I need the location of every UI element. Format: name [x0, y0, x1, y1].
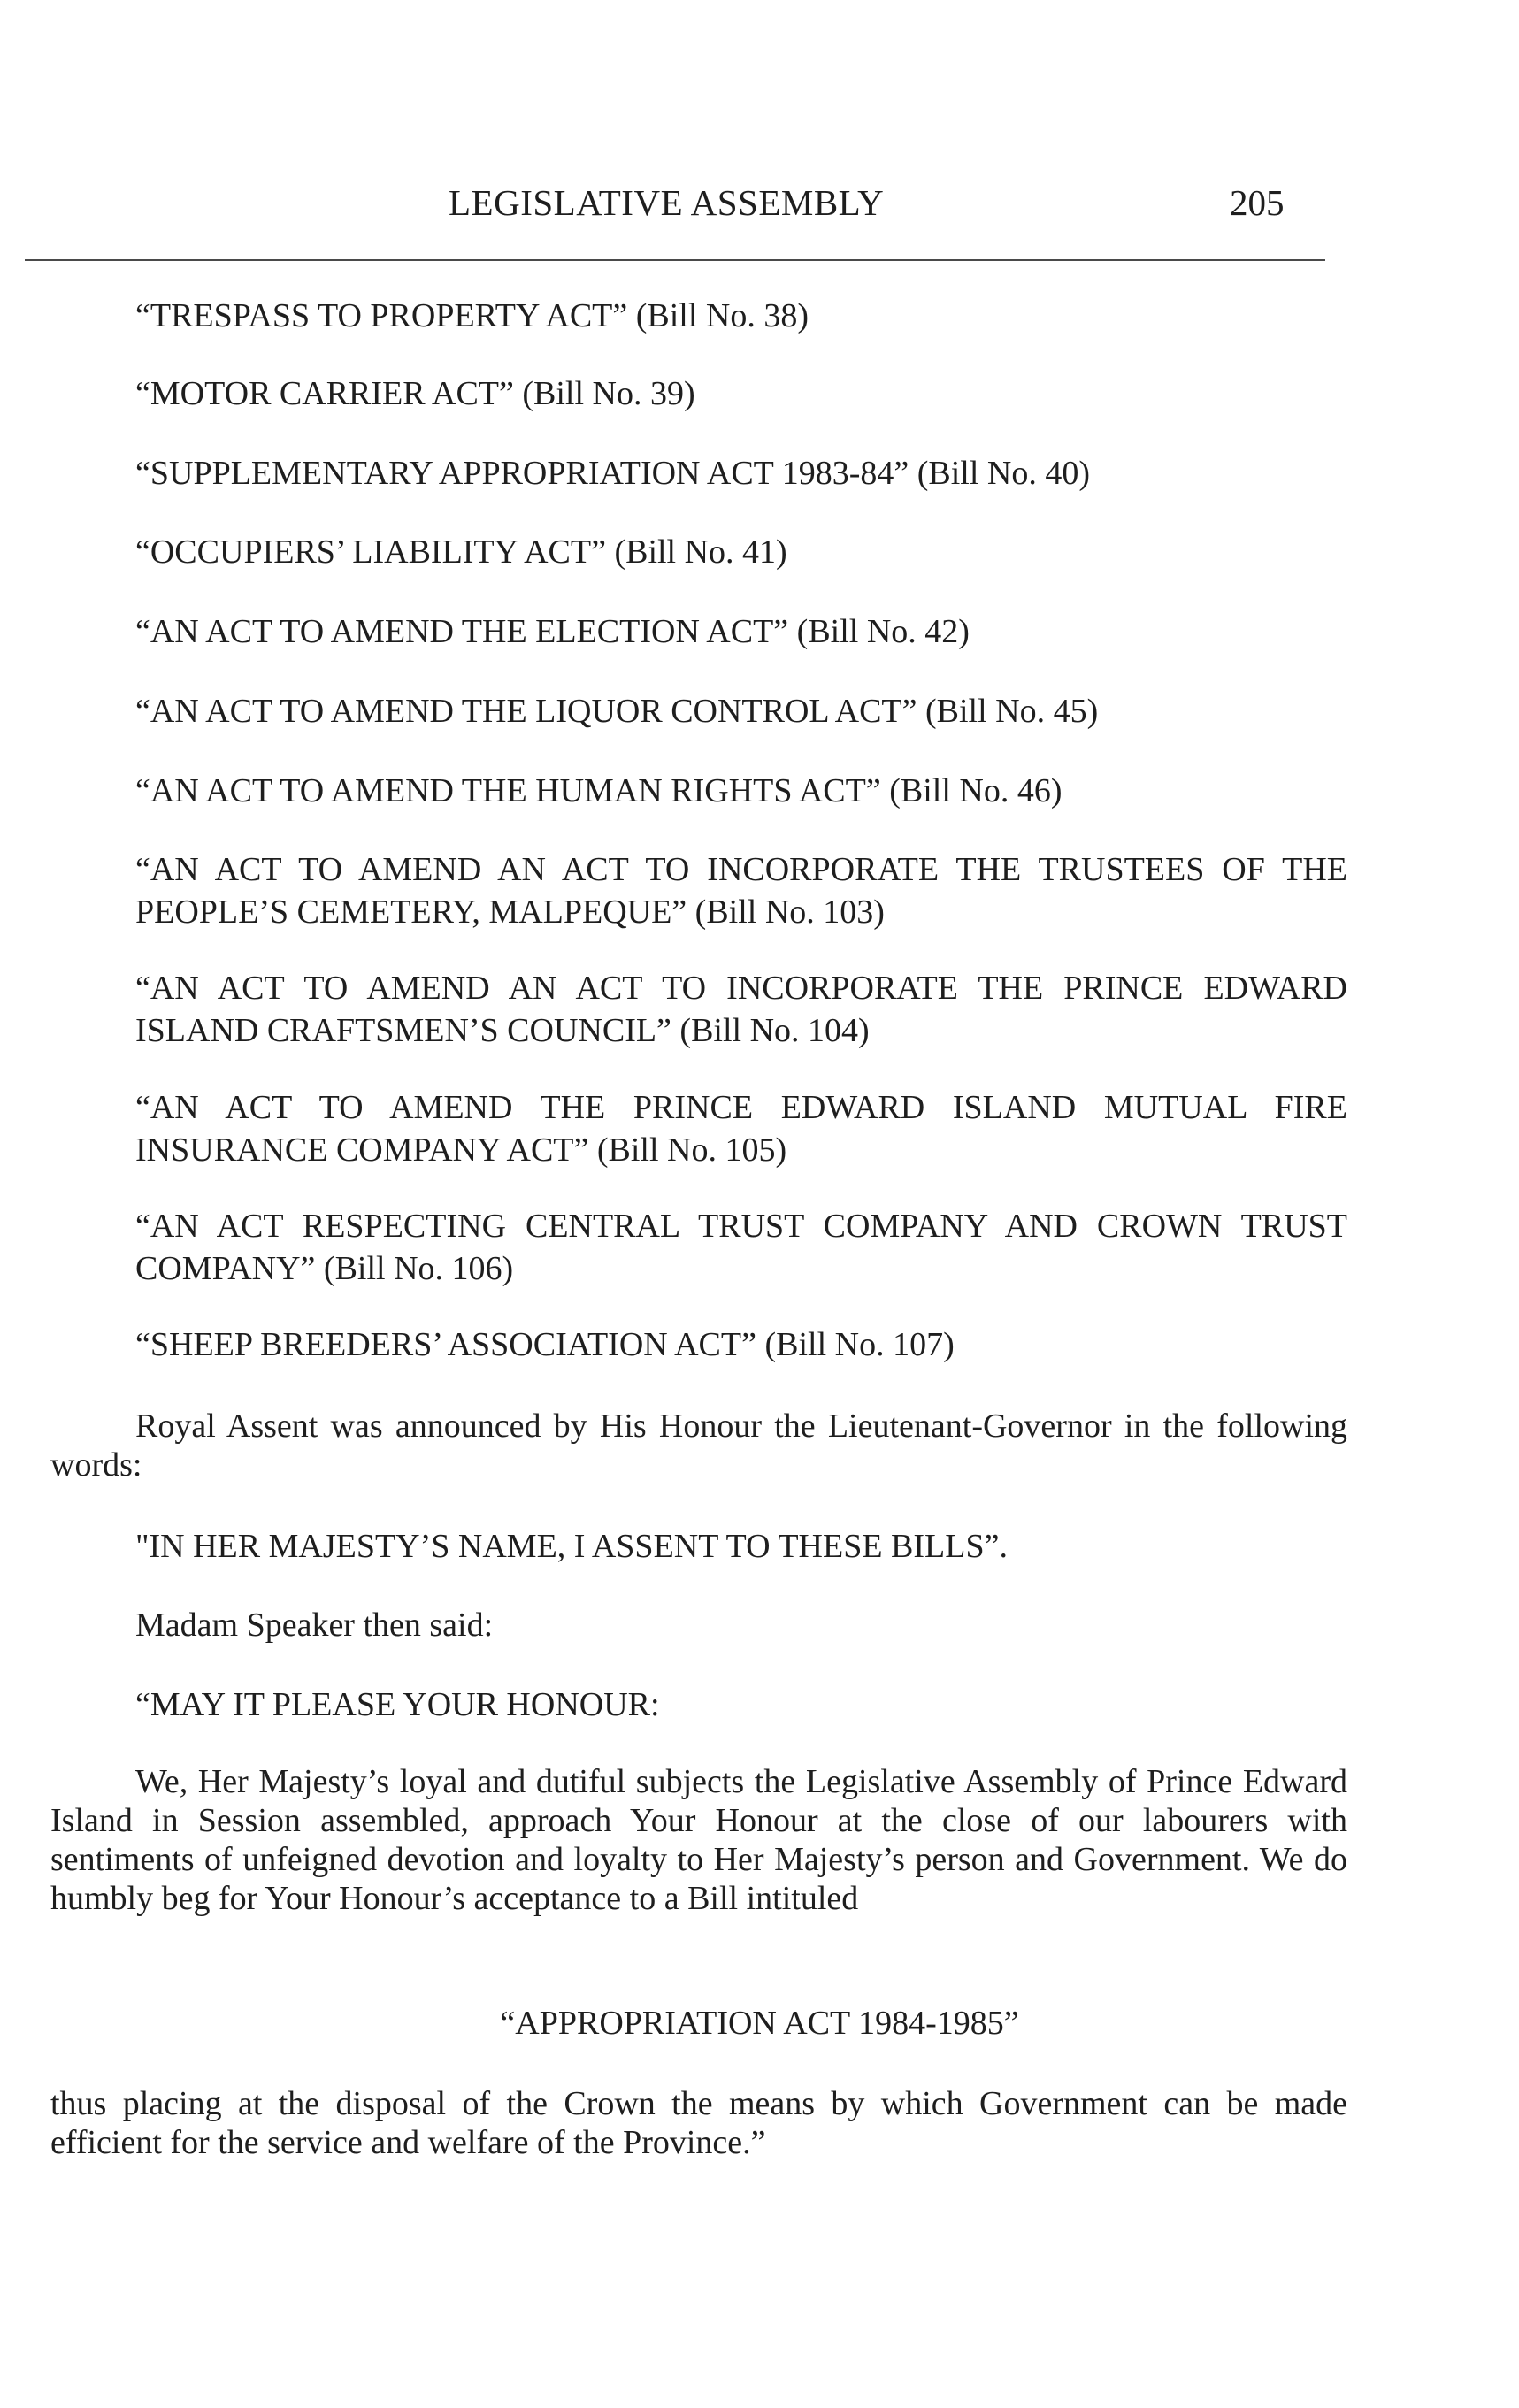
running-title: LEGISLATIVE ASSEMBLY — [449, 182, 885, 223]
bill-item: “AN ACT TO AMEND AN ACT TO INCORPORATE THE TRUSTEES OF THE PEOPLE’S CEMETERY, MALPEQUE” (Bill No. 103) — [135, 851, 1347, 931]
royal-assent-paragraph: Royal Assent was announced by His Honour the Lieutenant-Governor in the following words: — [50, 1407, 1347, 1484]
assent-quote: "IN HER MAJESTY’S NAME, I ASSENT TO THESE BILLS”. — [135, 1528, 1008, 1565]
closing-paragraph: thus placing at the disposal of the Crown the means by which Government can be made efficient for the service and welfare of the Province.” — [50, 2085, 1347, 2161]
bill-item: “MOTOR CARRIER ACT” (Bill No. 39) — [135, 375, 695, 412]
bill-item: “SUPPLEMENTARY APPROPRIATION ACT 1983-84” (Bill No. 40) — [135, 455, 1090, 492]
bill-item: “AN ACT TO AMEND THE PRINCE EDWARD ISLAND MUTUAL FIRE INSURANCE COMPANY ACT” (Bill No. 105) — [135, 1089, 1347, 1169]
speaker-line: Madam Speaker then said: — [135, 1607, 494, 1644]
address-paragraph: We, Her Majesty’s loyal and dutiful subjects the Legislative Assembly of Prince Edward Island in Session assembled, approach Your Honour at the close of our labourers with sentiments of unfeigned devotion and loyalty to Her Majesty’s person and Government. We do humbly beg for Your Honour’s acceptance to a Bill intituled — [50, 1763, 1347, 1917]
bill-item: “OCCUPIERS’ LIABILITY ACT” (Bill No. 41) — [135, 533, 787, 571]
bill-item: “TRESPASS TO PROPERTY ACT” (Bill No. 38) — [135, 297, 809, 334]
bill-item: “AN ACT TO AMEND THE ELECTION ACT” (Bill No. 42) — [135, 613, 970, 650]
bill-item: “SHEEP BREEDERS’ ASSOCIATION ACT” (Bill No. 107) — [135, 1326, 955, 1363]
bill-item: “AN ACT TO AMEND THE LIQUOR CONTROL ACT” (Bill No. 45) — [135, 693, 1099, 730]
appropriation-act-title: “APPROPRIATION ACT 1984-1985” — [500, 2005, 1019, 2042]
running-header — [0, 181, 1519, 234]
address-opening: “MAY IT PLEASE YOUR HONOUR: — [135, 1686, 660, 1723]
bill-item: “AN ACT RESPECTING CENTRAL TRUST COMPANY AND CROWN TRUST COMPANY” (Bill No. 106) — [135, 1208, 1347, 1287]
bill-item: “AN ACT TO AMEND AN ACT TO INCORPORATE THE PRINCE EDWARD ISLAND CRAFTSMEN’S COUNCIL” (Bill No. 104) — [135, 970, 1347, 1049]
header-rule — [25, 259, 1325, 261]
bill-item: “AN ACT TO AMEND THE HUMAN RIGHTS ACT” (Bill No. 46) — [135, 772, 1063, 809]
page-number: 205 — [1230, 182, 1285, 223]
